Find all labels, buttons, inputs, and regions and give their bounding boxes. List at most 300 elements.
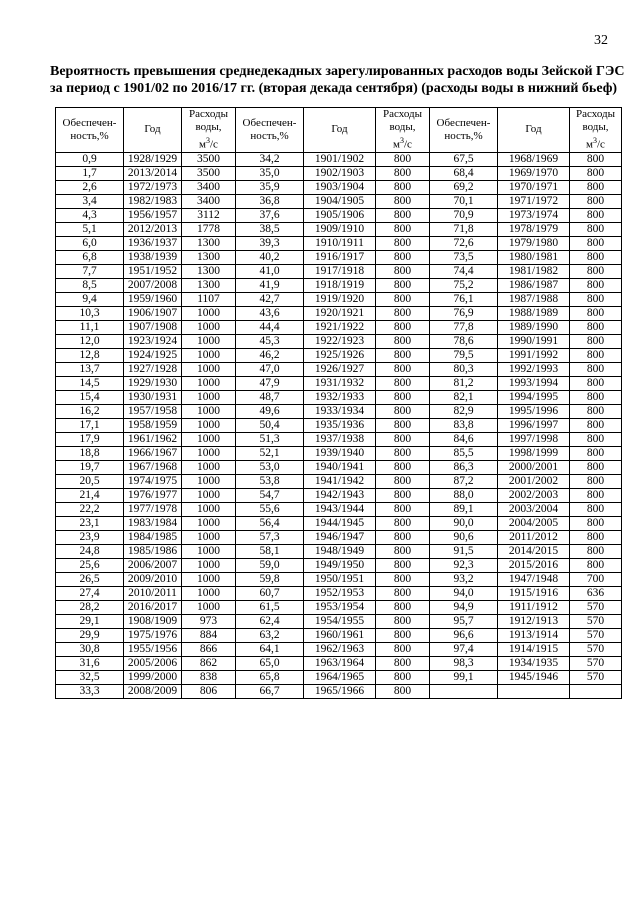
cell-flow: 800 bbox=[570, 264, 622, 278]
cell-probability: 15,4 bbox=[56, 390, 124, 404]
cell-flow: 800 bbox=[570, 180, 622, 194]
cell-flow: 800 bbox=[376, 516, 430, 530]
table-body bbox=[56, 152, 622, 698]
cell-flow: 1000 bbox=[182, 474, 236, 488]
cell-year: 1906/1907 bbox=[124, 306, 182, 320]
cell-year: 1929/1930 bbox=[124, 376, 182, 390]
cell-flow: 800 bbox=[570, 194, 622, 208]
title-line-1: Вероятность превышения среднедекадных зарегулированных расходов воды Зейской ГЭС bbox=[50, 64, 625, 79]
cell-probability: 39,3 bbox=[236, 236, 304, 250]
cell-probability: 34,2 bbox=[236, 152, 304, 166]
table-row bbox=[56, 502, 622, 516]
cell-probability: 19,7 bbox=[56, 460, 124, 474]
cell-probability: 51,3 bbox=[236, 432, 304, 446]
cell-probability: 71,8 bbox=[430, 222, 498, 236]
cell-flow: 800 bbox=[376, 684, 430, 698]
cell-probability: 86,3 bbox=[430, 460, 498, 474]
header-year: Год bbox=[304, 108, 376, 153]
cell-flow: 800 bbox=[570, 418, 622, 432]
cell-probability: 48,7 bbox=[236, 390, 304, 404]
cell-probability: 13,7 bbox=[56, 362, 124, 376]
cell-probability: 58,1 bbox=[236, 544, 304, 558]
cell-year: 1982/1983 bbox=[124, 194, 182, 208]
cell-year: 1957/1958 bbox=[124, 404, 182, 418]
header-flow bbox=[182, 108, 236, 153]
cell-year: 1917/1918 bbox=[304, 264, 376, 278]
cell-flow: 800 bbox=[376, 558, 430, 572]
cell-flow: 800 bbox=[376, 208, 430, 222]
cell-flow: 800 bbox=[376, 432, 430, 446]
cell-year: 2010/2011 bbox=[124, 586, 182, 600]
table-row bbox=[56, 278, 622, 292]
cell-flow: 1300 bbox=[182, 250, 236, 264]
table-row bbox=[56, 516, 622, 530]
cell-year: 1989/1990 bbox=[498, 320, 570, 334]
cell-year: 2011/2012 bbox=[498, 530, 570, 544]
cell-year: 1997/1998 bbox=[498, 432, 570, 446]
cell-year: 1954/1955 bbox=[304, 614, 376, 628]
cell-flow: 800 bbox=[570, 432, 622, 446]
cell-year: 1938/1939 bbox=[124, 250, 182, 264]
cell-probability: 24,8 bbox=[56, 544, 124, 558]
cell-flow: 800 bbox=[570, 474, 622, 488]
header-probability bbox=[236, 108, 304, 153]
cell-year: 1934/1935 bbox=[498, 656, 570, 670]
cell-probability: 41,0 bbox=[236, 264, 304, 278]
cell-probability: 91,5 bbox=[430, 544, 498, 558]
cell-year: 2014/2015 bbox=[498, 544, 570, 558]
cell-year: 1946/1947 bbox=[304, 530, 376, 544]
cell-probability: 85,5 bbox=[430, 446, 498, 460]
cell-probability: 11,1 bbox=[56, 320, 124, 334]
cell-probability: 73,5 bbox=[430, 250, 498, 264]
cell-flow: 800 bbox=[376, 474, 430, 488]
cell-probability: 95,7 bbox=[430, 614, 498, 628]
cell-probability: 47,0 bbox=[236, 362, 304, 376]
cell-probability: 42,7 bbox=[236, 292, 304, 306]
cell-year: 1953/1954 bbox=[304, 600, 376, 614]
cell-year: 1930/1931 bbox=[124, 390, 182, 404]
table-row bbox=[56, 180, 622, 194]
cell-flow: 3112 bbox=[182, 208, 236, 222]
cell-year: 1933/1934 bbox=[304, 404, 376, 418]
header-year: Год bbox=[124, 108, 182, 153]
cell-probability: 29,1 bbox=[56, 614, 124, 628]
cell-flow: 1000 bbox=[182, 488, 236, 502]
cell-year: 1944/1945 bbox=[304, 516, 376, 530]
header-row bbox=[56, 108, 622, 153]
cell-probability: 38,5 bbox=[236, 222, 304, 236]
cell-year: 1925/1926 bbox=[304, 348, 376, 362]
cell-year: 1960/1961 bbox=[304, 628, 376, 642]
cell-year: 1974/1975 bbox=[124, 474, 182, 488]
cell-flow: 800 bbox=[376, 362, 430, 376]
cell-year: 1949/1950 bbox=[304, 558, 376, 572]
table-row bbox=[56, 670, 622, 684]
cell-flow: 1000 bbox=[182, 516, 236, 530]
cell-year: 1939/1940 bbox=[304, 446, 376, 460]
cell-probability: 55,6 bbox=[236, 502, 304, 516]
cell-year: 1955/1956 bbox=[124, 642, 182, 656]
cell-probability: 99,1 bbox=[430, 670, 498, 684]
table-row bbox=[56, 642, 622, 656]
cell-probability: 84,6 bbox=[430, 432, 498, 446]
cell-year: 1976/1977 bbox=[124, 488, 182, 502]
cell-probability: 56,4 bbox=[236, 516, 304, 530]
table-row bbox=[56, 194, 622, 208]
cell-year: 1970/1971 bbox=[498, 180, 570, 194]
header-probability bbox=[56, 108, 124, 153]
cell-flow: 800 bbox=[570, 530, 622, 544]
cell-year: 2007/2008 bbox=[124, 278, 182, 292]
cell-year: 1993/1994 bbox=[498, 376, 570, 390]
cell-probability: 62,4 bbox=[236, 614, 304, 628]
cell-year: 1943/1944 bbox=[304, 502, 376, 516]
cell-flow: 800 bbox=[570, 376, 622, 390]
cell-flow: 1000 bbox=[182, 348, 236, 362]
table-row bbox=[56, 362, 622, 376]
cell-year: 1928/1929 bbox=[124, 152, 182, 166]
cell-flow: 1000 bbox=[182, 446, 236, 460]
cell-year: 1962/1963 bbox=[304, 642, 376, 656]
cell-probability: 17,1 bbox=[56, 418, 124, 432]
cell-year: 1996/1997 bbox=[498, 418, 570, 432]
cell-year: 1972/1973 bbox=[124, 180, 182, 194]
table-row bbox=[56, 264, 622, 278]
table-row bbox=[56, 628, 622, 642]
cell-flow: 973 bbox=[182, 614, 236, 628]
probability-table bbox=[55, 107, 622, 699]
table-row bbox=[56, 348, 622, 362]
cell-flow: 800 bbox=[376, 404, 430, 418]
cell-probability: 90,6 bbox=[430, 530, 498, 544]
cell-year: 1923/1924 bbox=[124, 334, 182, 348]
cell-flow: 800 bbox=[376, 306, 430, 320]
cell-year: 2001/2002 bbox=[498, 474, 570, 488]
cell-year: 1975/1976 bbox=[124, 628, 182, 642]
cell-flow: 1300 bbox=[182, 236, 236, 250]
cell-year: 1903/1904 bbox=[304, 180, 376, 194]
cell-probability: 65,0 bbox=[236, 656, 304, 670]
cell-probability: 76,1 bbox=[430, 292, 498, 306]
cell-year: 1926/1927 bbox=[304, 362, 376, 376]
cell-probability: 79,5 bbox=[430, 348, 498, 362]
cell-probability: 25,6 bbox=[56, 558, 124, 572]
cell-flow: 1300 bbox=[182, 278, 236, 292]
cell-probability: 82,9 bbox=[430, 404, 498, 418]
cell-probability: 93,2 bbox=[430, 572, 498, 586]
cell-year: 2012/2013 bbox=[124, 222, 182, 236]
cell-year: 1991/1992 bbox=[498, 348, 570, 362]
cell-year: 1911/1912 bbox=[498, 600, 570, 614]
cell-probability: 49,6 bbox=[236, 404, 304, 418]
header-probability-line1: Обеспечен- bbox=[242, 116, 297, 129]
cell-year: 2005/2006 bbox=[124, 656, 182, 670]
cell-probability: 12,0 bbox=[56, 334, 124, 348]
cell-probability: 60,7 bbox=[236, 586, 304, 600]
cell-probability: 23,1 bbox=[56, 516, 124, 530]
cell-year bbox=[498, 684, 570, 698]
cell-probability: 53,0 bbox=[236, 460, 304, 474]
cell-year: 1987/1988 bbox=[498, 292, 570, 306]
table-row bbox=[56, 656, 622, 670]
cell-year: 1988/1989 bbox=[498, 306, 570, 320]
cell-probability: 10,3 bbox=[56, 306, 124, 320]
table-row bbox=[56, 236, 622, 250]
cell-flow: 800 bbox=[570, 446, 622, 460]
cell-year: 1915/1916 bbox=[498, 586, 570, 600]
cell-probability: 89,1 bbox=[430, 502, 498, 516]
cell-flow: 862 bbox=[182, 656, 236, 670]
cell-year: 1912/1913 bbox=[498, 614, 570, 628]
cell-flow: 3500 bbox=[182, 152, 236, 166]
cell-probability: 18,8 bbox=[56, 446, 124, 460]
cell-flow: 800 bbox=[570, 460, 622, 474]
table-row bbox=[56, 488, 622, 502]
cell-flow: 1000 bbox=[182, 320, 236, 334]
cell-probability: 90,0 bbox=[430, 516, 498, 530]
cell-flow: 800 bbox=[376, 320, 430, 334]
cell-flow: 800 bbox=[376, 376, 430, 390]
cell-flow: 800 bbox=[376, 250, 430, 264]
cell-flow: 1000 bbox=[182, 586, 236, 600]
cell-flow: 800 bbox=[376, 572, 430, 586]
header-flow-line2: воды, bbox=[389, 121, 416, 133]
cell-flow: 800 bbox=[376, 180, 430, 194]
cell-probability: 72,6 bbox=[430, 236, 498, 250]
table-row bbox=[56, 600, 622, 614]
cell-probability: 78,6 bbox=[430, 334, 498, 348]
cell-flow: 3400 bbox=[182, 194, 236, 208]
cell-flow: 800 bbox=[570, 306, 622, 320]
cell-probability: 94,0 bbox=[430, 586, 498, 600]
title-line-2: за период с 1901/02 по 2016/17 гг. (вторая декада сентября) (расходы воды в нижний бьеф) bbox=[50, 81, 618, 96]
cell-flow: 800 bbox=[570, 488, 622, 502]
cell-flow: 800 bbox=[376, 222, 430, 236]
cell-flow: 800 bbox=[376, 446, 430, 460]
cell-year: 1941/1942 bbox=[304, 474, 376, 488]
cell-probability bbox=[430, 684, 498, 698]
cell-probability: 47,9 bbox=[236, 376, 304, 390]
cell-probability: 29,9 bbox=[56, 628, 124, 642]
cell-year: 1922/1923 bbox=[304, 334, 376, 348]
cell-year: 2006/2007 bbox=[124, 558, 182, 572]
cell-year: 1956/1957 bbox=[124, 208, 182, 222]
header-flow bbox=[570, 108, 622, 153]
cell-year: 1945/1946 bbox=[498, 670, 570, 684]
header-flow-line2: воды, bbox=[582, 121, 609, 133]
cell-flow: 1000 bbox=[182, 306, 236, 320]
cell-flow: 800 bbox=[376, 264, 430, 278]
cell-year: 1914/1915 bbox=[498, 642, 570, 656]
cell-probability: 64,1 bbox=[236, 642, 304, 656]
cell-year: 1959/1960 bbox=[124, 292, 182, 306]
table-row bbox=[56, 432, 622, 446]
cell-probability: 28,2 bbox=[56, 600, 124, 614]
cell-flow: 1000 bbox=[182, 376, 236, 390]
cell-year: 1942/1943 bbox=[304, 488, 376, 502]
cell-probability: 59,8 bbox=[236, 572, 304, 586]
table-row bbox=[56, 530, 622, 544]
cell-year: 1985/1986 bbox=[124, 544, 182, 558]
cell-year: 1979/1980 bbox=[498, 236, 570, 250]
cell-flow: 800 bbox=[376, 670, 430, 684]
cell-probability: 37,6 bbox=[236, 208, 304, 222]
page-number: 32 bbox=[594, 33, 608, 48]
cell-flow: 800 bbox=[570, 320, 622, 334]
table-row bbox=[56, 306, 622, 320]
table-row bbox=[56, 208, 622, 222]
cell-flow bbox=[570, 684, 622, 698]
cell-probability: 70,9 bbox=[430, 208, 498, 222]
cell-year: 1916/1917 bbox=[304, 250, 376, 264]
cell-probability: 6,8 bbox=[56, 250, 124, 264]
cell-probability: 17,9 bbox=[56, 432, 124, 446]
cell-flow: 800 bbox=[570, 544, 622, 558]
cell-flow: 800 bbox=[570, 250, 622, 264]
cell-probability: 16,2 bbox=[56, 404, 124, 418]
table-row bbox=[56, 292, 622, 306]
cell-probability: 57,3 bbox=[236, 530, 304, 544]
cell-year: 1950/1951 bbox=[304, 572, 376, 586]
cell-flow: 800 bbox=[570, 502, 622, 516]
cell-flow: 570 bbox=[570, 656, 622, 670]
cell-flow: 800 bbox=[376, 586, 430, 600]
table-row bbox=[56, 166, 622, 180]
cell-year: 1967/1968 bbox=[124, 460, 182, 474]
cell-flow: 570 bbox=[570, 600, 622, 614]
cell-probability: 52,1 bbox=[236, 446, 304, 460]
cell-flow: 800 bbox=[376, 600, 430, 614]
cell-flow: 800 bbox=[376, 292, 430, 306]
cell-year: 1919/1920 bbox=[304, 292, 376, 306]
cell-probability: 0,9 bbox=[56, 152, 124, 166]
cell-probability: 45,3 bbox=[236, 334, 304, 348]
cell-year: 1927/1928 bbox=[124, 362, 182, 376]
cell-flow: 800 bbox=[570, 208, 622, 222]
cell-flow: 806 bbox=[182, 684, 236, 698]
cell-probability: 46,2 bbox=[236, 348, 304, 362]
cell-flow: 1000 bbox=[182, 432, 236, 446]
cell-flow: 1000 bbox=[182, 418, 236, 432]
cell-flow: 800 bbox=[570, 278, 622, 292]
cell-year: 1981/1982 bbox=[498, 264, 570, 278]
cell-probability: 3,4 bbox=[56, 194, 124, 208]
cell-year: 1958/1959 bbox=[124, 418, 182, 432]
cell-flow: 800 bbox=[376, 278, 430, 292]
cell-year: 2002/2003 bbox=[498, 488, 570, 502]
cell-flow: 800 bbox=[570, 222, 622, 236]
table-row bbox=[56, 152, 622, 166]
cell-probability: 4,3 bbox=[56, 208, 124, 222]
cell-probability: 20,5 bbox=[56, 474, 124, 488]
cell-probability: 2,6 bbox=[56, 180, 124, 194]
cell-flow: 866 bbox=[182, 642, 236, 656]
cell-flow: 800 bbox=[570, 152, 622, 166]
cell-flow: 800 bbox=[376, 460, 430, 474]
cell-year: 2003/2004 bbox=[498, 502, 570, 516]
cell-flow: 1000 bbox=[182, 362, 236, 376]
cell-probability: 53,8 bbox=[236, 474, 304, 488]
cell-flow: 1000 bbox=[182, 572, 236, 586]
cell-year: 1931/1932 bbox=[304, 376, 376, 390]
cell-probability: 81,2 bbox=[430, 376, 498, 390]
header-probability-line2: ность,% bbox=[70, 129, 109, 142]
cell-year: 1964/1965 bbox=[304, 670, 376, 684]
cell-probability: 5,1 bbox=[56, 222, 124, 236]
cell-flow: 800 bbox=[570, 558, 622, 572]
cell-probability: 8,5 bbox=[56, 278, 124, 292]
cell-probability: 80,3 bbox=[430, 362, 498, 376]
cell-flow: 800 bbox=[376, 614, 430, 628]
table-row bbox=[56, 334, 622, 348]
cell-year: 1909/1910 bbox=[304, 222, 376, 236]
cell-flow: 800 bbox=[570, 362, 622, 376]
cell-probability: 98,3 bbox=[430, 656, 498, 670]
cell-flow: 800 bbox=[376, 152, 430, 166]
cell-probability: 87,2 bbox=[430, 474, 498, 488]
cell-probability: 50,4 bbox=[236, 418, 304, 432]
cell-probability: 35,0 bbox=[236, 166, 304, 180]
cell-flow: 800 bbox=[376, 530, 430, 544]
cell-probability: 32,5 bbox=[56, 670, 124, 684]
cell-flow: 1000 bbox=[182, 530, 236, 544]
cell-flow: 800 bbox=[376, 502, 430, 516]
header-flow-unit: $м^3/с$ bbox=[393, 136, 412, 151]
cell-year: 1971/1972 bbox=[498, 194, 570, 208]
cell-flow: 1000 bbox=[182, 558, 236, 572]
cell-flow: 570 bbox=[570, 642, 622, 656]
header-flow-line2: воды, bbox=[195, 121, 222, 133]
header-flow-unit: $м^3/с$ bbox=[586, 136, 605, 151]
cell-year: 1913/1914 bbox=[498, 628, 570, 642]
cell-probability: 54,7 bbox=[236, 488, 304, 502]
cell-year: 1921/1922 bbox=[304, 320, 376, 334]
cell-year: 1932/1933 bbox=[304, 390, 376, 404]
cell-probability: 61,5 bbox=[236, 600, 304, 614]
cell-flow: 1000 bbox=[182, 404, 236, 418]
cell-probability: 97,4 bbox=[430, 642, 498, 656]
cell-flow: 570 bbox=[570, 670, 622, 684]
cell-probability: 26,5 bbox=[56, 572, 124, 586]
table-row bbox=[56, 572, 622, 586]
cell-probability: 23,9 bbox=[56, 530, 124, 544]
cell-flow: 800 bbox=[570, 390, 622, 404]
cell-flow: 700 bbox=[570, 572, 622, 586]
table-row bbox=[56, 222, 622, 236]
header-flow-line1: Расходы bbox=[576, 108, 615, 120]
cell-probability: 43,6 bbox=[236, 306, 304, 320]
cell-probability: 27,4 bbox=[56, 586, 124, 600]
cell-year: 1948/1949 bbox=[304, 544, 376, 558]
table-row bbox=[56, 446, 622, 460]
cell-year: 1935/1936 bbox=[304, 418, 376, 432]
table-row bbox=[56, 614, 622, 628]
cell-year: 1963/1964 bbox=[304, 656, 376, 670]
cell-year: 1904/1905 bbox=[304, 194, 376, 208]
cell-probability: 67,5 bbox=[430, 152, 498, 166]
cell-probability: 12,8 bbox=[56, 348, 124, 362]
cell-year: 1936/1937 bbox=[124, 236, 182, 250]
cell-flow: 800 bbox=[570, 404, 622, 418]
cell-probability: 6,0 bbox=[56, 236, 124, 250]
header-flow-unit: $м^3/с$ bbox=[199, 136, 218, 151]
cell-flow: 636 bbox=[570, 586, 622, 600]
cell-year: 2004/2005 bbox=[498, 516, 570, 530]
header-flow-line1: Расходы bbox=[189, 108, 228, 120]
cell-year: 1980/1981 bbox=[498, 250, 570, 264]
cell-probability: 82,1 bbox=[430, 390, 498, 404]
